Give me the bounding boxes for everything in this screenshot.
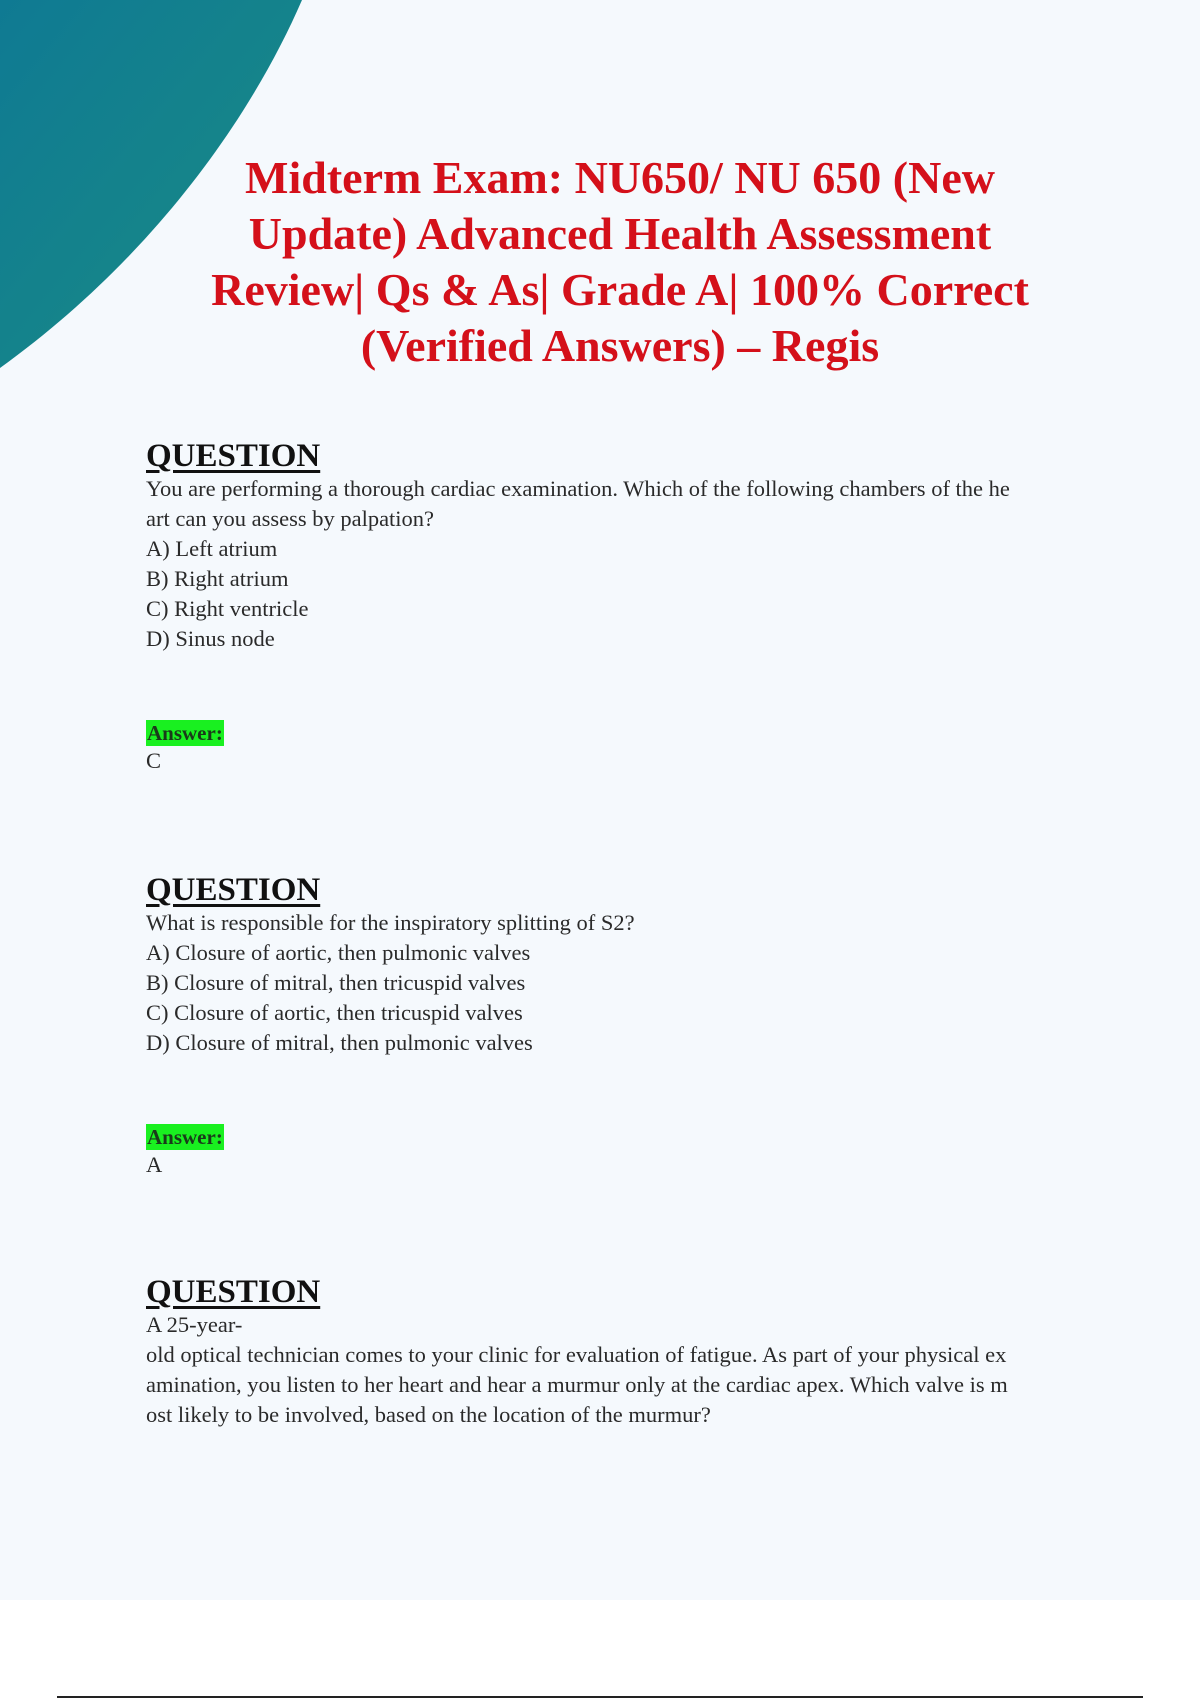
- question-heading: QUESTION: [146, 1274, 321, 1310]
- question-stem: art can you assess by palpation?: [146, 506, 435, 531]
- question-block-2: [146, 872, 1096, 1058]
- question-block-1: [146, 438, 1096, 654]
- question-stem: ost likely to be involved, based on the location of the murmur?: [146, 1402, 711, 1427]
- question-stem: What is responsible for the inspiratory splitting of S2?: [146, 910, 635, 935]
- answer-option-c: C) Right ventricle: [146, 596, 309, 621]
- answer-option-d: D) Sinus node: [146, 626, 275, 651]
- question-block-3: [146, 1274, 1096, 1430]
- answer-option-b: B) Closure of mitral, then tricuspid valves: [146, 970, 526, 995]
- document-title: [140, 150, 1100, 374]
- question-stem: old optical technician comes to your clinic for evaluation of fatigue. As part of your physical ex: [146, 1342, 1007, 1367]
- question-heading: QUESTION: [146, 438, 321, 474]
- page-bottom-rule: [57, 1696, 1143, 1698]
- answer-option-d: D) Closure of mitral, then pulmonic valves: [146, 1030, 533, 1055]
- question-stem: amination, you listen to her heart and hear a murmur only at the cardiac apex. Which valve is m: [146, 1372, 1008, 1397]
- question-stem: A 25-year-: [146, 1312, 243, 1337]
- answer-value: A: [146, 1152, 163, 1177]
- answer-value: C: [146, 748, 162, 773]
- answer-label: Answer:: [147, 721, 223, 745]
- title-line: (Verified Answers) – Regis: [360, 320, 880, 371]
- answer-block-2: [146, 1124, 1096, 1180]
- answer-label: Answer:: [147, 1125, 223, 1149]
- title-line: Update) Advanced Health Assessment: [248, 208, 992, 259]
- answer-block-1: [146, 720, 1096, 776]
- question-heading: QUESTION: [146, 872, 321, 908]
- answer-option-b: B) Right atrium: [146, 566, 289, 591]
- title-line: Review| Qs & As| Grade A| 100% Correct: [211, 264, 1029, 315]
- answer-option-a: A) Left atrium: [146, 536, 278, 561]
- title-line: Midterm Exam: NU650/ NU 650 (New: [245, 152, 995, 203]
- answer-option-a: A) Closure of aortic, then pulmonic valves: [146, 940, 531, 965]
- question-stem: You are performing a thorough cardiac examination. Which of the following chambers of the he: [146, 476, 1010, 501]
- answer-option-c: C) Closure of aortic, then tricuspid valves: [146, 1000, 523, 1025]
